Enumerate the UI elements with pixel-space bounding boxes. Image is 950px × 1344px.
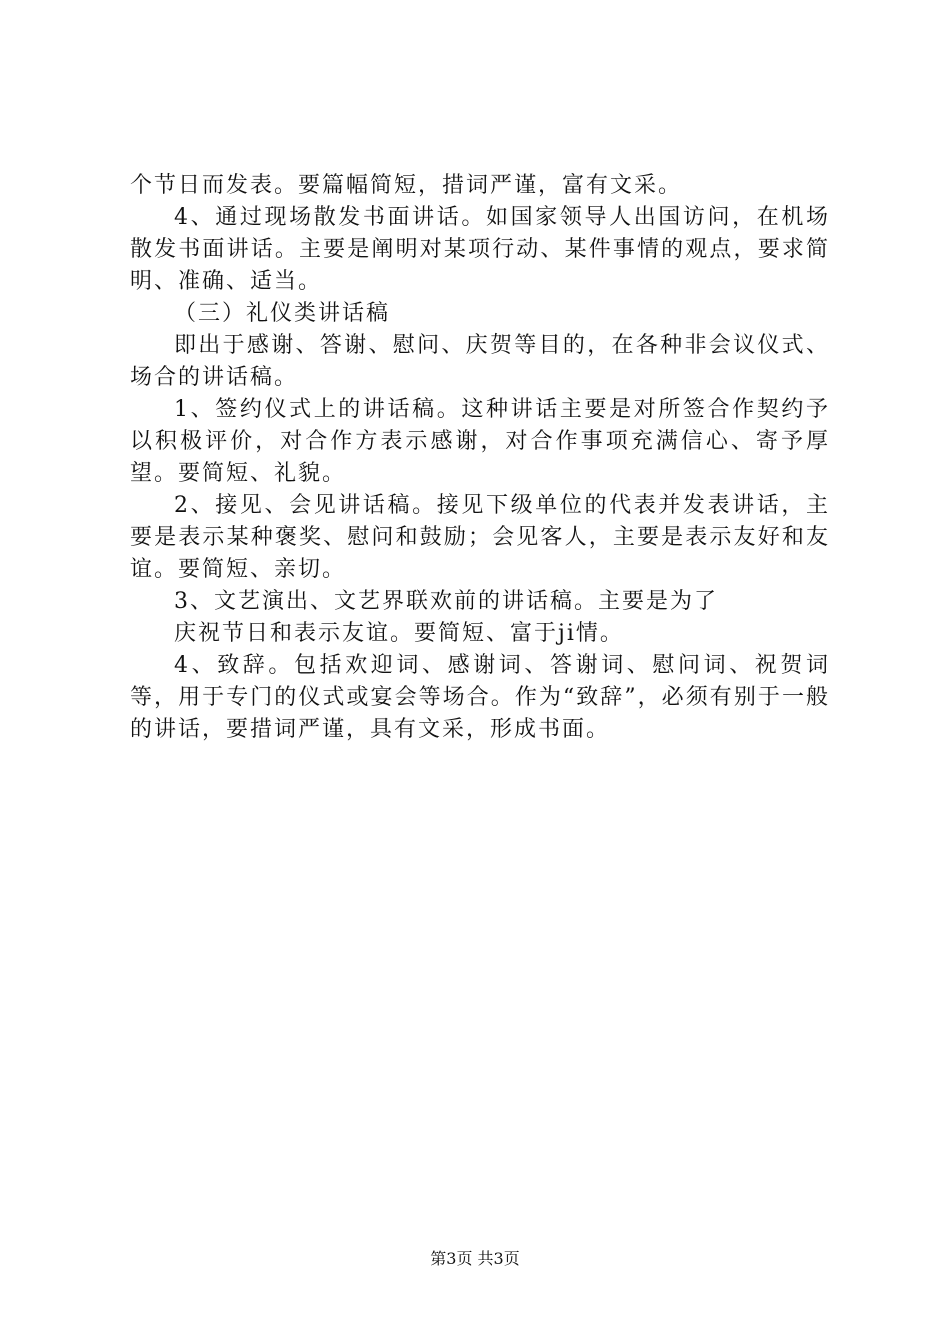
paragraph: 个节日而发表。要篇幅简短，措词严谨，富有文采。 [130,173,683,198]
section-heading: （三）礼仪类讲话稿 [174,301,391,326]
page-number: 第3页 共3页 [430,1249,520,1268]
paragraph: 4、通过现场散发书面讲话。如国家领导人出国访问，在机场散发书面讲话。主要是阐明对某项行动、某件事情的观点，要求简明、准确、适当。 [130,205,830,294]
paragraph: 2、接见、会见讲话稿。接见下级单位的代表并发表讲话，主要是表示某种褒奖、慰问和鼓励；会见客人，主要是表示友好和友谊。要简短、亲切。 [130,493,830,582]
document-body [130,170,830,746]
paragraph: 即出于感谢、答谢、慰问、庆贺等目的，在各种非会议仪式、场合的讲话稿。 [130,333,830,390]
paragraph: 4、致辞。包括欢迎词、感谢词、答谢词、慰问词、祝贺词等，用于专门的仪式或宴会等场合。作为“致辞”，必须有别于一般的讲话，要措词严谨，具有文采，形成书面。 [130,653,830,742]
paragraph: 1、签约仪式上的讲话稿。这种讲话主要是对所签合作契约予以积极评价，对合作方表示感谢，对合作事项充满信心、寄予厚望。要简短、礼貌。 [130,397,830,486]
paragraph: 庆祝节日和表示友谊。要简短、富于ji情。 [174,621,624,646]
paragraph: 3、文艺演出、文艺界联欢前的讲话稿。主要是为了 [174,589,718,614]
